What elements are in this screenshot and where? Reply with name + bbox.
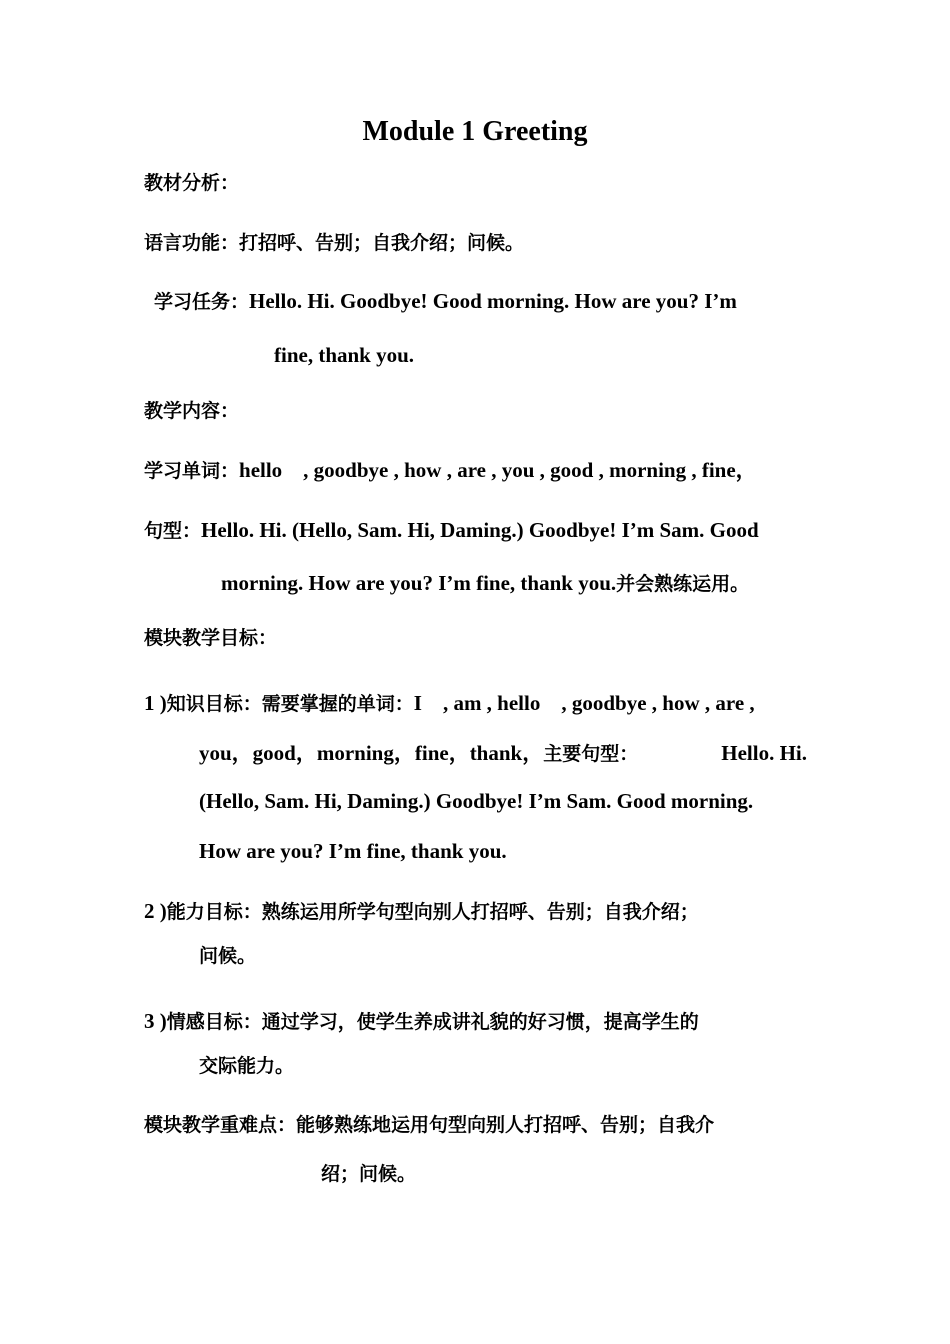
learning-task-text: Hello. Hi. Goodbye! Good morning. How are you? I’m (249, 289, 737, 313)
vocabulary-label: 学习单词： (144, 460, 240, 482)
objective-3-text: 情感目标：通过学习，使学生养成讲礼貌的好习惯，提高学生的 (166, 1011, 699, 1033)
language-function-text: 打招呼、告别；自我介绍；问候。 (239, 232, 525, 254)
learning-task-label: 学习任务： (154, 291, 250, 313)
objective-1-line-2 (199, 738, 807, 769)
objective-3-continuation: 交际能力。 (199, 1055, 295, 1077)
objective-1-line (144, 688, 755, 719)
sentence-patterns-text: Hello. Hi. (Hello, Sam. Hi, Daming.) Goodbye! I’m Sam. Good (201, 518, 759, 542)
objective-2-number: 2 ) (144, 899, 167, 923)
vocabulary-line (144, 455, 757, 486)
objective-2-text: 能力目标：熟练运用所学句型向别人打招呼、告别；自我介绍； (166, 901, 699, 923)
objective-1-words-2: you，good，morning，fine，thank， (199, 741, 544, 765)
sentence-patterns-label: 句型： (144, 520, 202, 542)
objective-2-continuation: 问候。 (199, 945, 257, 967)
key-points-continuation: 绍；问候。 (321, 1163, 417, 1185)
objective-1-patterns-start: Hello. Hi. (721, 741, 807, 765)
objective-1-number: 1 ) (144, 691, 167, 715)
objective-3-line (144, 1006, 699, 1037)
learning-task-continuation: fine, thank you. (274, 343, 415, 367)
sentence-patterns-line (144, 515, 759, 546)
key-points-line: 模块教学重难点：能够熟练地运用句型向别人打招呼、告别；自我介 (144, 1114, 715, 1136)
objective-1-words: I , am , hello , goodbye , how , are , (413, 691, 755, 715)
page-title: Module 1 Greeting (362, 116, 588, 147)
language-function-label: 语言功能： (144, 232, 240, 254)
sentence-patterns-continuation (221, 568, 749, 599)
content-heading: 教学内容： (144, 400, 240, 422)
language-function-line (144, 227, 524, 258)
vocabulary-text: hello , goodbye , how , are , you , good , morning , fine， (239, 458, 757, 482)
objectives-heading: 模块教学目标： (144, 627, 278, 649)
learning-task-line (154, 286, 737, 317)
objective-3-number: 3 ) (144, 1009, 167, 1033)
objective-1-label: 知识目标：需要掌握的单词： (166, 693, 414, 715)
analysis-heading: 教材分析： (144, 172, 240, 194)
sentence-patterns-text-2: morning. How are you? I’m fine, thank you. (221, 571, 617, 595)
objective-1-patterns-label: 主要句型： (543, 743, 639, 765)
objective-1-line-3: (Hello, Sam. Hi, Daming.) Goodbye! I’m Sam. Good morning. (199, 789, 754, 813)
sentence-patterns-note: 并会熟练运用。 (616, 573, 750, 595)
objective-1-line-4: How are you? I’m fine, thank you. (199, 839, 507, 863)
objective-2-line (144, 896, 699, 927)
